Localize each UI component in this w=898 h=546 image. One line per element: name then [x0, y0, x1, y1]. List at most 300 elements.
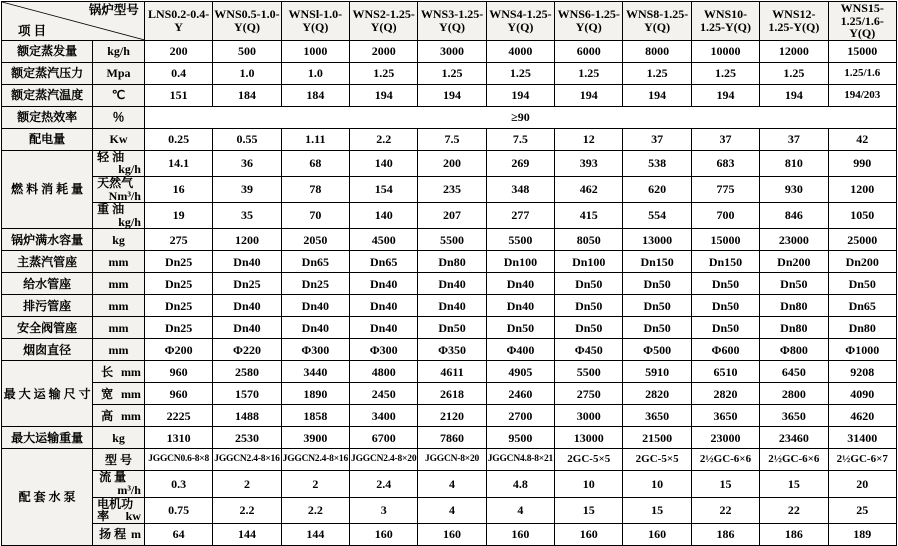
- spec-sheet: [0, 1, 898, 541]
- row-label-14: [93, 361, 145, 383]
- table-row: [2, 84, 897, 106]
- cell-8-9: 23000: [760, 229, 828, 251]
- cell-4-10: 42: [828, 128, 896, 150]
- cell-18-2: JGGCN2.4-8×16: [281, 449, 349, 471]
- cell-16-2: 1858: [281, 405, 349, 427]
- cell-21-1: 144: [213, 523, 281, 545]
- table-row: [2, 295, 897, 317]
- cell-21-3: 160: [350, 523, 418, 545]
- cell-9-7: Dn150: [623, 251, 691, 273]
- cell-12-6: Dn50: [555, 317, 623, 339]
- cell-6-10: 1200: [828, 176, 896, 202]
- row-unit-21: m: [130, 526, 141, 541]
- cell-14-2: 3440: [281, 361, 349, 383]
- cell-10-10: Dn50: [828, 273, 896, 295]
- cell-2-9: 194: [760, 84, 828, 106]
- cell-15-4: 2618: [418, 383, 486, 405]
- cell-19-3: 2.4: [350, 471, 418, 497]
- cell-13-0: Φ200: [144, 339, 212, 361]
- cell-0-1: 500: [213, 40, 281, 62]
- table-row: [2, 150, 897, 176]
- cell-17-8: 23000: [691, 427, 759, 449]
- model-header-4: WNS3-1.25-Y(Q): [418, 2, 486, 41]
- row-label-20: [93, 497, 145, 523]
- table-row: [2, 273, 897, 295]
- cell-16-6: 3000: [555, 405, 623, 427]
- cell-8-8: 15000: [691, 229, 759, 251]
- cell-18-5: JGGCN4.8-8×21: [486, 449, 554, 471]
- cell-18-1: JGGCN2.4-8×16: [213, 449, 281, 471]
- row-unit-11: mm: [93, 295, 145, 317]
- cell-15-7: 2820: [623, 383, 691, 405]
- model-header-3: WNS2-1.25-Y(Q): [350, 2, 418, 41]
- cell-10-4: Dn40: [418, 273, 486, 295]
- cell-12-4: Dn50: [418, 317, 486, 339]
- row-label-7: [93, 203, 145, 229]
- cell-16-5: 2700: [486, 405, 554, 427]
- model-header-10: WNS15-1.25/1.6-Y(Q): [828, 2, 896, 41]
- cell-10-3: Dn40: [350, 273, 418, 295]
- cell-10-0: Dn25: [144, 273, 212, 295]
- row-unit-1: Mpa: [93, 62, 145, 84]
- cell-18-7: 2GC-5×5: [623, 449, 691, 471]
- cell-12-8: Dn50: [691, 317, 759, 339]
- cell-1-4: 1.25: [418, 62, 486, 84]
- cell-2-8: 194: [691, 84, 759, 106]
- cell-17-2: 3900: [281, 427, 349, 449]
- cell-5-5: 269: [486, 150, 554, 176]
- cell-2-6: 194: [555, 84, 623, 106]
- cell-9-8: Dn150: [691, 251, 759, 273]
- cell-15-10: 4090: [828, 383, 896, 405]
- cell-19-4: 4: [418, 471, 486, 497]
- cell-0-3: 2000: [350, 40, 418, 62]
- cell-1-6: 1.25: [555, 62, 623, 84]
- row-group-pump: 配 套 水 泵: [2, 449, 93, 545]
- cell-20-0: 0.75: [144, 497, 212, 523]
- row-group-dimensions: 最 大 运 输 尺 寸: [2, 361, 93, 427]
- cell-16-9: 3650: [760, 405, 828, 427]
- header-corner-cell: [2, 2, 145, 41]
- cell-1-9: 1.25: [760, 62, 828, 84]
- row-unit-12: mm: [93, 317, 145, 339]
- cell-6-7: 620: [623, 176, 691, 202]
- cell-17-3: 6700: [350, 427, 418, 449]
- table-row: [2, 128, 897, 150]
- row-label-16-text: 高: [101, 408, 114, 423]
- cell-6-0: 16: [144, 176, 212, 202]
- row-label-0: 额定蒸发量: [2, 40, 93, 62]
- cell-13-1: Φ220: [213, 339, 281, 361]
- table-row: [2, 523, 897, 545]
- cell-7-2: 70: [281, 203, 349, 229]
- cell-15-0: 960: [144, 383, 212, 405]
- cell-5-0: 14.1: [144, 150, 212, 176]
- cell-8-6: 8050: [555, 229, 623, 251]
- row-label-20-text: 电机功率: [97, 496, 134, 524]
- table-header-row: [2, 2, 897, 41]
- table-row: [2, 106, 897, 128]
- cell-20-1: 2.2: [213, 497, 281, 523]
- cell-2-3: 194: [350, 84, 418, 106]
- row-unit-8: kg: [93, 229, 145, 251]
- cell-0-5: 4000: [486, 40, 554, 62]
- cell-0-2: 1000: [281, 40, 349, 62]
- cell-4-0: 0.25: [144, 128, 212, 150]
- cell-12-1: Dn40: [213, 317, 281, 339]
- row-label-19-text: 流 量: [99, 470, 127, 485]
- cell-16-7: 3650: [623, 405, 691, 427]
- model-header-0: LNS0.2-0.4-Y: [144, 2, 212, 41]
- cell-20-10: 25: [828, 497, 896, 523]
- row-label-21: [93, 523, 145, 545]
- header-item-label: 项 目: [18, 23, 47, 38]
- cell-17-5: 9500: [486, 427, 554, 449]
- cell-9-0: Dn25: [144, 251, 212, 273]
- cell-0-0: 200: [144, 40, 212, 62]
- cell-10-7: Dn50: [623, 273, 691, 295]
- cell-21-9: 186: [760, 523, 828, 545]
- model-header-8: WNS10-1.25-Y(Q): [691, 2, 759, 41]
- cell-15-1: 1570: [213, 383, 281, 405]
- cell-6-6: 462: [555, 176, 623, 202]
- model-header-9: WNS12-1.25-Y(Q): [760, 2, 828, 41]
- cell-19-8: 15: [691, 471, 759, 497]
- row-label-1: 额定蒸汽压力: [2, 62, 93, 84]
- cell-12-9: Dn80: [760, 317, 828, 339]
- row-unit-0: kg/h: [93, 40, 145, 62]
- cell-6-9: 930: [760, 176, 828, 202]
- cell-16-0: 2225: [144, 405, 212, 427]
- cell-17-1: 2530: [213, 427, 281, 449]
- cell-20-8: 22: [691, 497, 759, 523]
- cell-7-9: 846: [760, 203, 828, 229]
- row-label-11: 排污管座: [2, 295, 93, 317]
- cell-18-9: 2½GC-6×6: [760, 449, 828, 471]
- row-label-5-text: 轻 油: [97, 149, 125, 164]
- cell-14-10: 9208: [828, 361, 896, 383]
- cell-7-10: 1050: [828, 203, 896, 229]
- row-label-6-text: 天然气: [97, 175, 134, 190]
- cell-19-9: 15: [760, 471, 828, 497]
- table-row: [2, 229, 897, 251]
- cell-17-4: 7860: [418, 427, 486, 449]
- cell-17-0: 1310: [144, 427, 212, 449]
- row-label-12: 安全阀管座: [2, 317, 93, 339]
- header-model-label: 锅炉型号: [88, 3, 139, 17]
- cell-14-4: 4611: [418, 361, 486, 383]
- row-unit-15: mm: [120, 386, 141, 401]
- cell-4-4: 7.5: [418, 128, 486, 150]
- cell-13-5: Φ400: [486, 339, 554, 361]
- cell-11-0: Dn25: [144, 295, 212, 317]
- cell-5-10: 990: [828, 150, 896, 176]
- cell-11-3: Dn40: [350, 295, 418, 317]
- cell-16-4: 2120: [418, 405, 486, 427]
- table-row: [2, 449, 897, 471]
- cell-13-8: Φ600: [691, 339, 759, 361]
- cell-19-7: 10: [623, 471, 691, 497]
- cell-16-8: 3650: [691, 405, 759, 427]
- cell-1-0: 0.4: [144, 62, 212, 84]
- row-label-16: [93, 405, 145, 427]
- cell-21-5: 160: [486, 523, 554, 545]
- cell-11-7: Dn50: [623, 295, 691, 317]
- cell-13-2: Φ300: [281, 339, 349, 361]
- table-row: [2, 405, 897, 427]
- row-unit-4: Kw: [93, 128, 145, 150]
- row-unit-19: m³/h: [117, 482, 141, 497]
- cell-5-2: 68: [281, 150, 349, 176]
- model-header-6: WNS6-1.25-Y(Q): [555, 2, 623, 41]
- cell-12-7: Dn50: [623, 317, 691, 339]
- cell-20-5: 4: [486, 497, 554, 523]
- cell-21-7: 160: [623, 523, 691, 545]
- row-label-15-text: 宽: [101, 386, 114, 401]
- cell-9-4: Dn80: [418, 251, 486, 273]
- model-header-1: WNS0.5-1.0-Y(Q): [213, 2, 281, 41]
- row-label-18: 型 号: [93, 449, 145, 471]
- row-label-5: [93, 150, 145, 176]
- table-row: [2, 339, 897, 361]
- cell-12-2: Dn40: [281, 317, 349, 339]
- row-unit-5: kg/h: [118, 162, 141, 177]
- cell-14-5: 4905: [486, 361, 554, 383]
- cell-15-2: 1890: [281, 383, 349, 405]
- cell-4-9: 37: [760, 128, 828, 150]
- cell-13-10: Φ1000: [828, 339, 896, 361]
- cell-11-8: Dn50: [691, 295, 759, 317]
- cell-6-3: 154: [350, 176, 418, 202]
- row-label-6: [93, 176, 145, 202]
- row-label-9: 主蒸汽管座: [2, 251, 93, 273]
- cell-10-2: Dn25: [281, 273, 349, 295]
- row-label-21-text: 扬 程: [99, 526, 127, 541]
- cell-21-10: 189: [828, 523, 896, 545]
- table-row: [2, 427, 897, 449]
- row-unit-13: mm: [93, 339, 145, 361]
- cell-20-7: 15: [623, 497, 691, 523]
- model-header-7: WNS8-1.25-Y(Q): [623, 2, 691, 41]
- row-unit-7: kg/h: [118, 214, 141, 229]
- cell-2-4: 194: [418, 84, 486, 106]
- cell-8-1: 1200: [213, 229, 281, 251]
- cell-7-5: 277: [486, 203, 554, 229]
- cell-12-3: Dn40: [350, 317, 418, 339]
- cell-5-3: 140: [350, 150, 418, 176]
- row-unit-3: ％: [93, 106, 145, 128]
- cell-9-5: Dn100: [486, 251, 554, 273]
- cell-14-7: 5910: [623, 361, 691, 383]
- cell-11-4: Dn40: [418, 295, 486, 317]
- cell-14-1: 2580: [213, 361, 281, 383]
- cell-1-7: 1.25: [623, 62, 691, 84]
- cell-6-8: 775: [691, 176, 759, 202]
- table-row: [2, 62, 897, 84]
- cell-17-10: 31400: [828, 427, 896, 449]
- cell-8-4: 5500: [418, 229, 486, 251]
- cell-18-0: JGGCN0.6-8×8: [144, 449, 212, 471]
- cell-4-2: 1.11: [281, 128, 349, 150]
- cell-19-10: 20: [828, 471, 896, 497]
- cell-2-0: 151: [144, 84, 212, 106]
- row-label-19: [93, 471, 145, 497]
- boiler-spec-table: [1, 1, 897, 546]
- cell-1-8: 1.25: [691, 62, 759, 84]
- cell-6-1: 39: [213, 176, 281, 202]
- cell-9-3: Dn65: [350, 251, 418, 273]
- cell-19-0: 0.3: [144, 471, 212, 497]
- row-unit-16: mm: [120, 408, 141, 423]
- table-row: [2, 176, 897, 202]
- table-row: [2, 40, 897, 62]
- cell-9-2: Dn65: [281, 251, 349, 273]
- table-row: [2, 251, 897, 273]
- cell-19-5: 4.8: [486, 471, 554, 497]
- table-row: [2, 203, 897, 229]
- cell-19-1: 2: [213, 471, 281, 497]
- cell-7-0: 19: [144, 203, 212, 229]
- cell-21-2: 144: [281, 523, 349, 545]
- cell-17-6: 13000: [555, 427, 623, 449]
- cell-8-0: 275: [144, 229, 212, 251]
- cell-8-7: 13000: [623, 229, 691, 251]
- row-label-4: 配电量: [2, 128, 93, 150]
- cell-0-9: 12000: [760, 40, 828, 62]
- model-header-5: WNS4-1.25-Y(Q): [486, 2, 554, 41]
- cell-18-4: JGGCN-8×20: [418, 449, 486, 471]
- row-label-7-text: 重 油: [97, 202, 125, 217]
- cell-15-5: 2460: [486, 383, 554, 405]
- table-row: [2, 383, 897, 405]
- cell-14-0: 960: [144, 361, 212, 383]
- cell-7-1: 35: [213, 203, 281, 229]
- cell-17-9: 23460: [760, 427, 828, 449]
- cell-2-7: 194: [623, 84, 691, 106]
- row-label-14-text: 长: [101, 364, 114, 379]
- cell-13-3: Φ300: [350, 339, 418, 361]
- row-label-3: 额定热效率: [2, 106, 93, 128]
- cell-14-9: 6450: [760, 361, 828, 383]
- cell-8-10: 25000: [828, 229, 896, 251]
- cell-16-3: 3400: [350, 405, 418, 427]
- table-row: [2, 471, 897, 497]
- cell-13-6: Φ450: [555, 339, 623, 361]
- table-row: [2, 317, 897, 339]
- row-unit-2: ℃: [93, 84, 145, 106]
- cell-1-10: 1.25/1.6: [828, 62, 896, 84]
- cell-18-6: 2GC-5×5: [555, 449, 623, 471]
- cell-8-5: 5500: [486, 229, 554, 251]
- cell-11-6: Dn50: [555, 295, 623, 317]
- row-group-fuel: 燃 料 消 耗 量: [2, 150, 93, 229]
- row-unit-6: Nm³/h: [108, 188, 141, 203]
- cell-10-6: Dn50: [555, 273, 623, 295]
- cell-9-1: Dn40: [213, 251, 281, 273]
- cell-8-3: 4500: [350, 229, 418, 251]
- table-row: [2, 497, 897, 523]
- cell-5-8: 683: [691, 150, 759, 176]
- cell-20-6: 15: [555, 497, 623, 523]
- row-unit-9: mm: [93, 251, 145, 273]
- cell-2-5: 194: [486, 84, 554, 106]
- cell-14-6: 5500: [555, 361, 623, 383]
- cell-5-4: 200: [418, 150, 486, 176]
- model-header-2: WNSl-1.0-Y(Q): [281, 2, 349, 41]
- cell-6-4: 235: [418, 176, 486, 202]
- cell-14-8: 6510: [691, 361, 759, 383]
- cell-20-2: 2.2: [281, 497, 349, 523]
- cell-9-6: Dn100: [555, 251, 623, 273]
- row-label-15: [93, 383, 145, 405]
- cell-5-9: 810: [760, 150, 828, 176]
- cell-4-1: 0.55: [213, 128, 281, 150]
- cell-10-5: Dn40: [486, 273, 554, 295]
- row-label-17: 最大运输重量: [2, 427, 93, 449]
- row-label-8: 锅炉满水容量: [2, 229, 93, 251]
- cell-1-2: 1.0: [281, 62, 349, 84]
- cell-4-8: 37: [691, 128, 759, 150]
- cell-4-5: 7.5: [486, 128, 554, 150]
- cell-20-9: 22: [760, 497, 828, 523]
- cell-5-1: 36: [213, 150, 281, 176]
- cell-12-5: Dn50: [486, 317, 554, 339]
- cell-11-10: Dn65: [828, 295, 896, 317]
- cell-7-6: 415: [555, 203, 623, 229]
- cell-21-8: 186: [691, 523, 759, 545]
- cell-11-9: Dn80: [760, 295, 828, 317]
- cell-16-10: 4620: [828, 405, 896, 427]
- cell-0-4: 3000: [418, 40, 486, 62]
- cell-8-2: 2050: [281, 229, 349, 251]
- cell-5-7: 538: [623, 150, 691, 176]
- cell-1-3: 1.25: [350, 62, 418, 84]
- cell-15-8: 2820: [691, 383, 759, 405]
- cell-11-1: Dn40: [213, 295, 281, 317]
- cell-15-3: 2450: [350, 383, 418, 405]
- cell-7-8: 700: [691, 203, 759, 229]
- cell-10-1: Dn25: [213, 273, 281, 295]
- cell-7-4: 207: [418, 203, 486, 229]
- cell-18-8: 2½GC-6×6: [691, 449, 759, 471]
- cell-0-10: 15000: [828, 40, 896, 62]
- cell-10-8: Dn50: [691, 273, 759, 295]
- row-label-10: 给水管座: [2, 273, 93, 295]
- cell-13-7: Φ500: [623, 339, 691, 361]
- cell-20-3: 3: [350, 497, 418, 523]
- row-unit-14: mm: [120, 364, 141, 379]
- cell-1-1: 1.0: [213, 62, 281, 84]
- cell-6-2: 78: [281, 176, 349, 202]
- cell-13-9: Φ800: [760, 339, 828, 361]
- cell-20-4: 4: [418, 497, 486, 523]
- cell-7-7: 554: [623, 203, 691, 229]
- cell-13-4: Φ350: [418, 339, 486, 361]
- cell-21-4: 160: [418, 523, 486, 545]
- table-row: [2, 361, 897, 383]
- cell-21-6: 160: [555, 523, 623, 545]
- cell-18-3: JGGCN2.4-8×20: [350, 449, 418, 471]
- cell-18-10: 2½GC-6×7: [828, 449, 896, 471]
- cell-9-10: Dn200: [828, 251, 896, 273]
- cell-10-9: Dn50: [760, 273, 828, 295]
- cell-4-6: 12: [555, 128, 623, 150]
- row-unit-10: mm: [93, 273, 145, 295]
- row-label-13: 烟囱直径: [2, 339, 93, 361]
- row-label-2: 额定蒸汽温度: [2, 84, 93, 106]
- cell-7-3: 140: [350, 203, 418, 229]
- cell-14-3: 4800: [350, 361, 418, 383]
